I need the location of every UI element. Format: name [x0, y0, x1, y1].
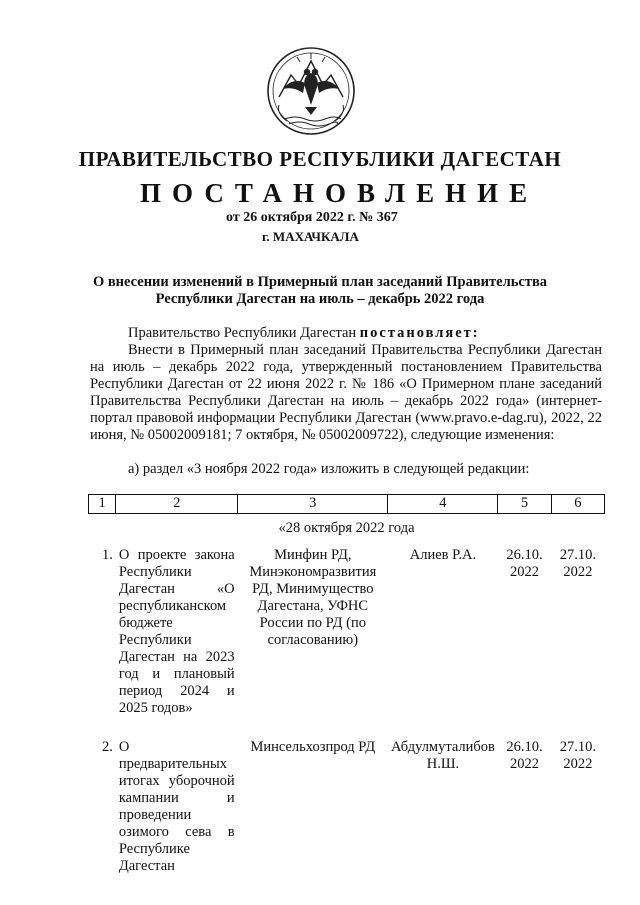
row-responsible: Минфин РД, Минэкономразвития РД, Минимущество Дагестана, УФНС России по РД (по согласованию): [249, 547, 377, 648]
row-date-2: 27.10. 2022: [559, 547, 596, 580]
preamble-text: Правительство Республики Дагестан: [128, 325, 360, 341]
amendment-paragraph: Внести в Примерный план заседаний Правительства Республики Дагестан на июль – декабрь 2022 года, утвержденный постановлением Правительства Республики Дагестан от 22 июня 2022 г. № 186 «О Примерном плане заседаний Правительства Республики Дагестан на июль – декабрь 2022 года» (интернет-портал правовой информации Республики Дагестан (www.pravo.e-dag.ru), 2022, 22 июня, № 05002009181; 7 октября, № 05002009722), следующие изменения:: [90, 342, 602, 443]
plan-table: [88, 494, 605, 893]
row-title: О предварительных итогах уборочной кампании и проведении озимого сева в Республике Дагестан: [118, 739, 235, 874]
row-number: 2.: [101, 739, 113, 755]
table-header-cell: 3: [238, 495, 388, 514]
preamble-paragraph: [90, 325, 602, 342]
table-header-cell: 1: [89, 495, 116, 514]
row-date-2: 27.10. 2022: [559, 739, 596, 772]
resolves-word: постановляет:: [359, 325, 480, 341]
table-header-cell: 2: [116, 495, 238, 514]
document-type: ПОСТАНОВЛЕНИЕ: [140, 178, 539, 208]
section-date: «28 октября 2022 года: [278, 520, 415, 536]
document-date-number: от 26 октября 2022 г. № 367: [226, 210, 398, 225]
row-person: Абдулмуталибов Н.Ш.: [390, 739, 495, 772]
document-subject: О внесении изменений в Примерный план заседаний Правительства Республики Дагестан на июль – декабрь 2022 года: [92, 274, 548, 307]
table-section-row: [89, 514, 605, 544]
table-row: [89, 735, 605, 893]
document-city: г. МАХАЧКАЛА: [262, 229, 359, 244]
table-header-cell: 4: [388, 495, 498, 514]
government-title: ПРАВИТЕЛЬСТВО РЕСПУБЛИКИ ДАГЕСТАН: [78, 147, 562, 171]
row-number: 1.: [101, 547, 113, 563]
row-date-1: 26.10. 2022: [506, 739, 543, 772]
table-header-cell: 5: [498, 495, 551, 514]
row-date-1: 26.10. 2022: [506, 547, 543, 580]
dagestan-coat-of-arms-icon: [265, 45, 357, 137]
row-title: О проекте закона Республики Дагестан «О республиканском бюджете Республики Дагестан на 2023 год и плановый период 2024 и 2025 годов»: [118, 547, 235, 716]
section-instruction: а) раздел «3 ноября 2022 года» изложить в следующей редакции:: [128, 461, 530, 477]
table-header-cell: 6: [551, 495, 604, 514]
table-row: [89, 543, 605, 735]
row-responsible: Минсельхозпрод РД: [250, 739, 376, 755]
row-person: Алиев Р.А.: [409, 547, 477, 563]
table-header-row: [89, 495, 605, 514]
